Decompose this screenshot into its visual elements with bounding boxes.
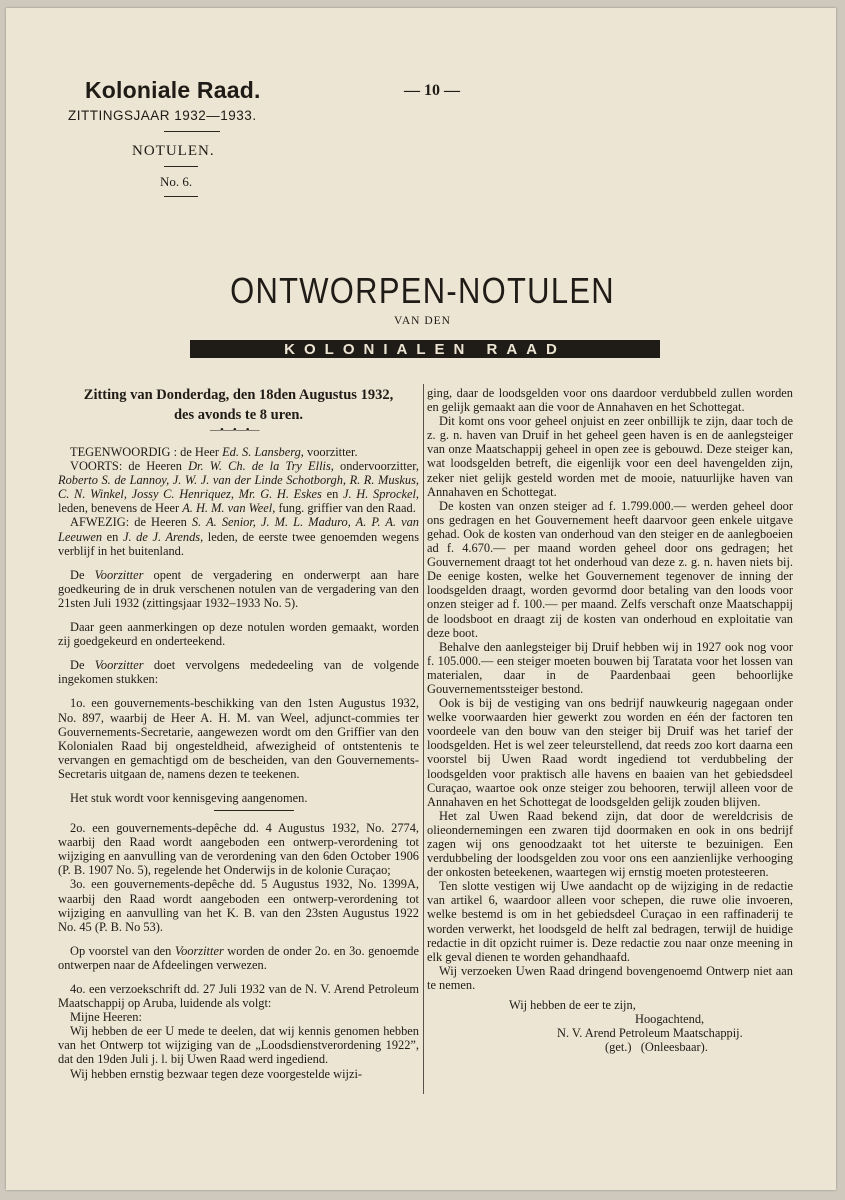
session-heading-line1: Zitting van Donderdag, den 18den Augustus 1932,: [83, 387, 394, 403]
paragraph: Behalve den aanlegsteiger bij Druif hebben wij in 1927 ook nog voor f. 105.000.— een steiger moeten bouwen bij Taratata voor het lossen van materialen, daar in de Paardenbaai geen behoorlijke Gouvernementssteiger bestond.: [427, 639, 793, 696]
paragraph: De Voorzitter doet vervolgens mededeeling van de volgende ingekomen stukken:: [58, 658, 419, 687]
letter-salutation: Mijne Heeren:: [70, 1010, 142, 1025]
paragraph: Ten slotte vestigen wij Uwe aandacht op de wijziging in de redactie van artikel 6, waardoor alleen voor schepen, die ruwe olie invoeren, welke bestemd is om in het gebiedsdeel Curaçao in een raffinaderij te worden verwerkt, het loodsgeld de helft zal bedragen, terwijl de huidige redactie in dit opzicht ruimer is. Deze redactie zou naar onze meening in elk geval dienen te worden gehandhaafd.: [427, 879, 793, 964]
paragraph: Het zal Uwen Raad bekend zijn, dat door de wereldcrisis de olieondernemingen een zwaren tijd doormaken en ook in ons bedrijf zagen wij ons genoodzaakt tot het uiterste te bezuinigen. Een verdubbeling der loodsgelden zou voor ons een aanzienlijke verhooging der onkosten beteekenen, waartegen wij ernstig moeten protesteeren.: [427, 808, 793, 880]
ornament: —•—•—•—: [210, 424, 259, 436]
notulen-label: NOTULEN.: [132, 143, 215, 159]
signature-block: [427, 998, 793, 1054]
column-divider: [423, 384, 424, 1094]
paragraph: Dit komt ons voor geheel onjuist en zeer onbillijk te zijn, daar toch de z. g. n. haven van Druif in het geheel geen haven is en de aanlegsteiger van onze Maatschappij geheel in open zee is gebouwd. Deze steiger kan, wat loodsgelden betreft, die eigenlijk voor een deel havengelden zijn, zeker niet gelijk gesteld worden met de mooie, natuurlijke haven van Annahaven en Schottegat.: [427, 414, 793, 499]
session-year: ZITTINGSJAAR 1932—1933.: [68, 108, 257, 123]
paragraph: De Voorzitter opent de vergadering en onderwerpt aan hare goedkeuring de in druk verschenen notulen van de vergadering van den 21sten Juli 1932 (zittingsjaar 1932–1933 No. 5).: [58, 567, 419, 610]
page-number: — 10 —: [404, 82, 460, 99]
left-column: [58, 445, 419, 1081]
paragraph: Daar geen aanmerkingen op deze notulen worden gemaakt, worden zij goedgekeurd en onderteekend.: [58, 620, 419, 649]
section-rule: [214, 810, 294, 811]
kolonialen-raad-banner: [190, 340, 660, 358]
paragraph: Het stuk wordt voor kennisgeving aangenomen.: [70, 790, 308, 805]
paragraph: De kosten van onzen steiger ad f. 1.799.000.— werden geheel door ons gedragen en het Gouvernement heeft daarvoor geen enkele uitgave gehad. Ook de kosten van onderhoud van den steiger en de aanlegboeien ad f. 4.670.— per maand worden geheel door ons gedragen; het Gouvernement draagt tot het onderhoud van deze z. g. n. haven niets bij. De eenige kosten, welke het Gouvernement tegenover de inning der loodsgelden draagt, worden gevormd door betaling van den loods voor onzen steiger ad f. 100.— per maand. Zelfs verschaft onze Maatschappij de loodsboot en draagt zij de kosten van onderhoud en exploitatie van deze boot.: [427, 498, 793, 640]
sig-line: Wij hebben de eer te zijn,: [509, 998, 636, 1013]
minutes-number: No. 6.: [160, 174, 193, 189]
sig-line: Hoogachtend,: [635, 1012, 705, 1027]
paragraph: 4o. een verzoekschrift dd. 27 Juli 1932 van de N. V. Arend Petroleum Maatschappij op Aruba, luidende als volgt:: [58, 982, 419, 1011]
paragraph: 2o. een gouvernements-depêche dd. 4 Augustus 1932, No. 2774, waarbij den Raad wordt aangeboden een ontwerp-verordening tot wijziging en aanvulling van de verordening van den 6den October 1906 (P. B. 1907 No. 5), regelende het Onderwijs in de kolonie Curaçao;: [58, 821, 419, 878]
title-van-den: VAN DEN: [394, 315, 451, 327]
paragraph: 1o. een gouvernements-beschikking van den 1sten Augustus 1932, No. 897, waarbij de Heer A. H. M. van Weel, adjunct-commies ter Gouvernements-Secretarie, aangewezen wordt om den Griffier van den Kolonialen Raad bij ongesteldheid, afwezigheid of ontstentenis te vervangen en gemachtigd om de bescheiden, van den Gouvernements-Secretaris uitgaan de, namens dezen te teekenen.: [58, 696, 419, 781]
sig-company: N. V. Arend Petroleum Maatschappij.: [557, 1026, 743, 1041]
paragraph: Wij verzoeken Uwen Raad dringend bovengenoemd Ontwerp niet aan te nemen.: [427, 963, 793, 992]
paragraph: 3o. een gouvernements-depêche dd. 5 Augustus 1932, No. 1399A, waarbij den Raad wordt aangeboden een ontwerp-verordening tot wijziging en aanvulling van het K. B. van den 23sten Augustus 1922 No. 45 (P. B. No 53).: [58, 877, 419, 934]
paragraph: Op voorstel van den Voorzitter worden de onder 2o. en 3o. genoemde ontwerpen naar de Afdeelingen verwezen.: [58, 943, 420, 972]
paragraph: Wij hebben de eer U mede te deelen, dat wij kennis genomen hebben van het Ontwerp tot wijziging van de „Loodsdienstverordening 1922”, dat den 19den Juli j. l. bij Uwen Raad werd ingediend.: [58, 1024, 419, 1067]
banner-text: KOLONIALEN RAAD: [284, 341, 566, 358]
main-title: ONTWORPEN-NOTULEN: [230, 270, 615, 311]
header-rule: [164, 131, 220, 132]
attendance-others: VOORTS: de Heeren Dr. W. Ch. de la Try Ellis, ondervoorzitter, Roberto S. de Lannoy, J. W. J. van der Linde Schotborgh, R. R. Muskus, C. N. Winkel, Jossy C. Henriquez, Mr. G. H. Eskes en J. H. Sprockel, leden, benevens de Heer A. H. M. van Weel, fung. griffier van den Raad.: [58, 459, 420, 516]
paragraph: ging, daar de loodsgelden voor ons daardoor verdubbeld zullen worden en gelijk gemaakt aan die voor de Annahaven en het Schottegat.: [427, 386, 793, 415]
paragraph: Ook is bij de vestiging van ons bedrijf nauwkeurig nagegaan onder welke voorwaarden hier gewerkt zou worden en één der factoren ten voordeele van den bouw van den steiger bij Druif was het tarief der loodsgelden. Het is wel zeer teleurstellend, dat reeds zoo kort daarna een voorstel bij Uwen Raad wordt ingediend tot verdubbeling der loodsgelden voor praktisch alle havens en baaien van het gebiedsdeel Curaçao, waartoe ook onze steiger zou behooren, terwijl alleen voor de Annahaven en het Schottegat de loodsgelden gelijk zouden blijven.: [427, 696, 793, 809]
right-column: [427, 386, 793, 1054]
council-name: Koloniale Raad.: [85, 77, 261, 103]
header-rule: [164, 196, 198, 197]
session-heading-line2: des avonds te 8 uren.: [173, 407, 304, 423]
attendance-absent: AFWEZIG: de Heeren S. A. Senior, J. M. L. Maduro, A. P. A. van Leeuwen en J. de J. Arends, leden, de eerste twee genoemden wegens verblijf in het buitenland.: [58, 515, 420, 558]
paragraph: Wij hebben ernstig bezwaar tegen deze voorgestelde wijzi-: [70, 1066, 363, 1081]
session-heading: [58, 385, 419, 425]
header-rule: [164, 166, 198, 167]
attendance-present: TEGENWOORDIG : de Heer Ed. S. Lansberg, voorzitter.: [70, 445, 358, 459]
sig-signed: (get.) (Onleesbaar).: [605, 1040, 708, 1055]
